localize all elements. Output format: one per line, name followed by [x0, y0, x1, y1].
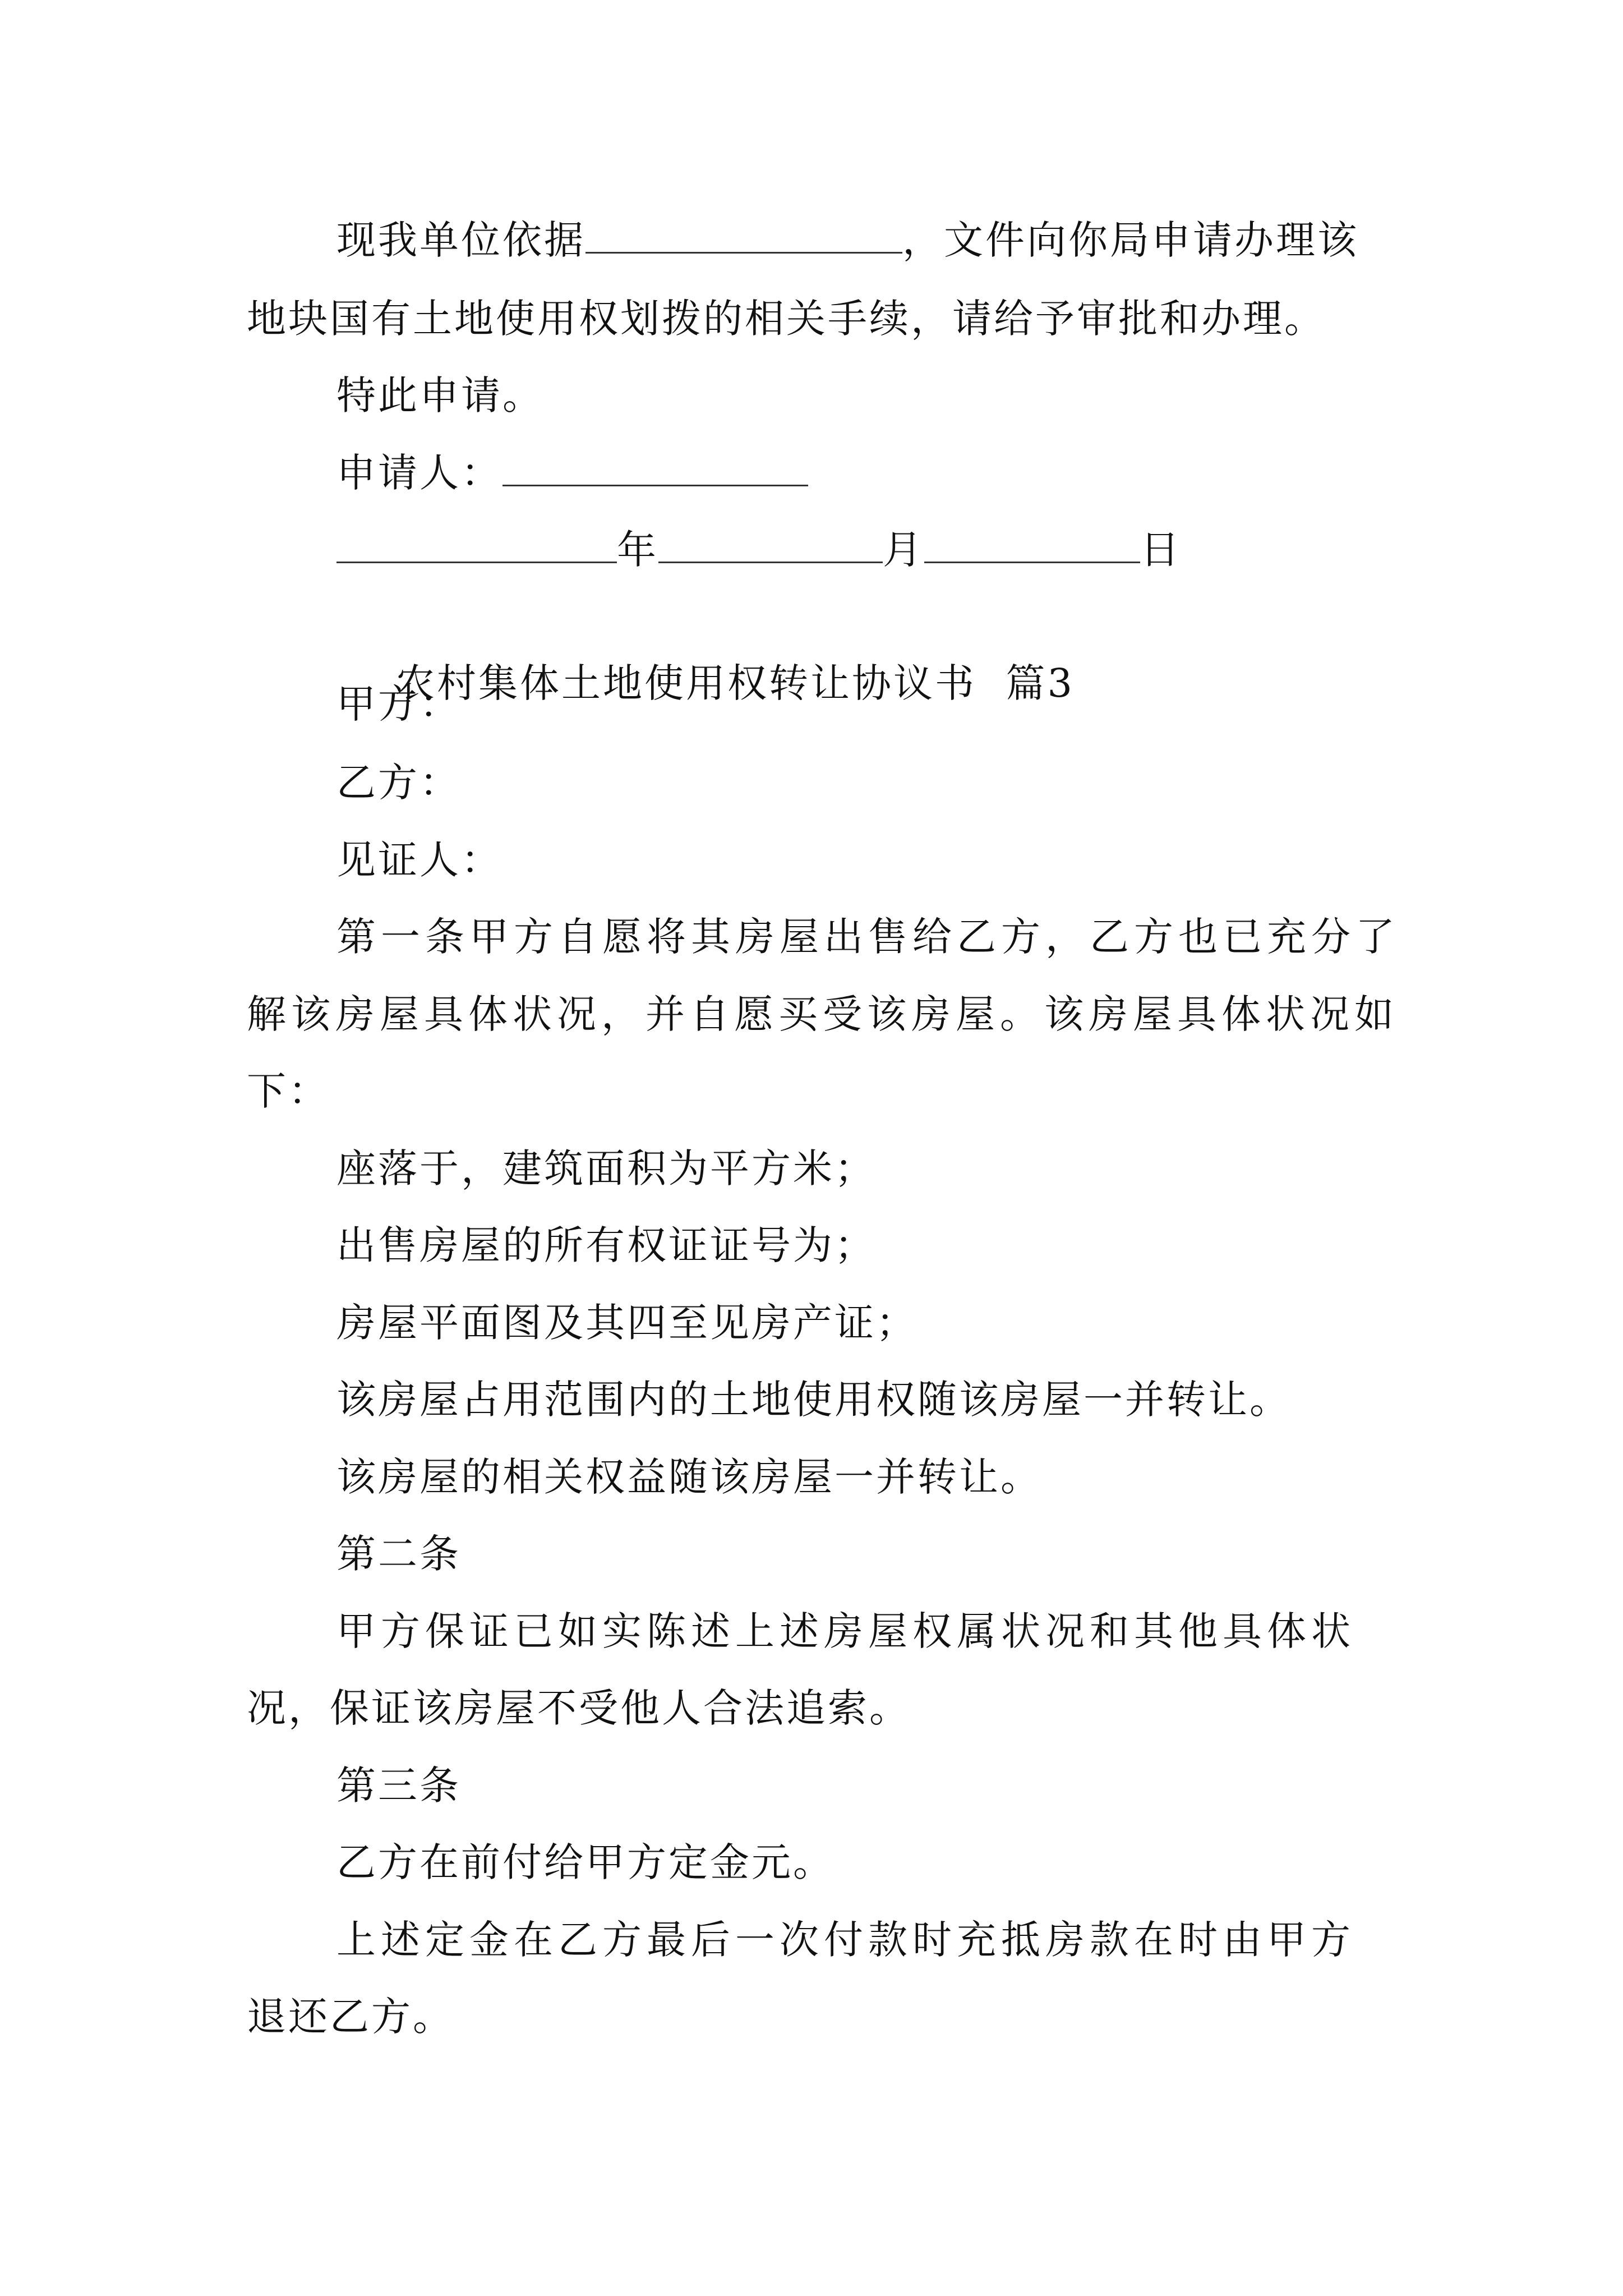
party-a-label: 甲方：	[336, 681, 461, 727]
applicant-label: 申请人：	[336, 450, 502, 496]
article1-line2: 解该房屋具体状况，并自愿买受该房屋。该房屋具体状况如	[247, 991, 1399, 1037]
intro-text-after-blank: ，文件向你局申请办理该	[902, 217, 1359, 263]
item-certificate: 出售房屋的所有权证证号为；	[336, 1222, 876, 1268]
applicant-blank	[502, 450, 808, 486]
year-label: 年	[617, 527, 658, 573]
witness-label: 见证人：	[336, 837, 502, 883]
day-label: 日	[1140, 527, 1182, 573]
article2-line2: 况，保证该房屋不受他人合法追索。	[247, 1685, 911, 1731]
item-land-right: 该房屋占用范围内的土地使用权随该房屋一并转让。	[336, 1377, 1291, 1423]
date-line	[336, 522, 1182, 578]
application-intro-line2: 地块国有土地使用权划拨的相关手续，请给予审批和办理。	[247, 296, 1326, 342]
article2-heading: 第二条	[336, 1531, 461, 1577]
article3-line2: 退还乙方。	[247, 1994, 454, 2040]
article3-heading: 第三条	[336, 1763, 461, 1809]
item-related-rights: 该房屋的相关权益随该房屋一并转让。	[336, 1454, 1042, 1500]
article2-line1: 甲方保证已如实陈述上述房屋权属状况和其他具体状	[336, 1608, 1355, 1654]
article1-line3: 下：	[247, 1068, 330, 1114]
agreement-title: 农村集体土地使用权转让协议书 篇3	[395, 660, 1075, 706]
article3-deposit: 乙方在前付给甲方定金元。	[336, 1839, 834, 1885]
application-intro-line1	[336, 212, 1359, 268]
year-blank	[336, 527, 617, 563]
applicant-line	[336, 445, 808, 501]
article3-line1: 上述定金在乙方最后一次付款时充抵房款在时由甲方	[336, 1917, 1355, 1963]
day-blank	[924, 527, 1140, 563]
intro-text-before-blank: 现我单位依据	[336, 217, 585, 263]
item-location: 座落于，建筑面积为平方米；	[336, 1145, 876, 1191]
item-floorplan: 房屋平面图及其四至见房产证；	[336, 1300, 917, 1346]
basis-document-blank	[585, 217, 902, 254]
month-blank	[658, 527, 883, 563]
party-b-label: 乙方：	[336, 760, 461, 806]
month-label: 月	[883, 527, 924, 573]
article1-line1: 第一条甲方自愿将其房屋出售给乙方，乙方也已充分了	[336, 914, 1400, 960]
application-closing: 特此申请。	[336, 372, 544, 418]
